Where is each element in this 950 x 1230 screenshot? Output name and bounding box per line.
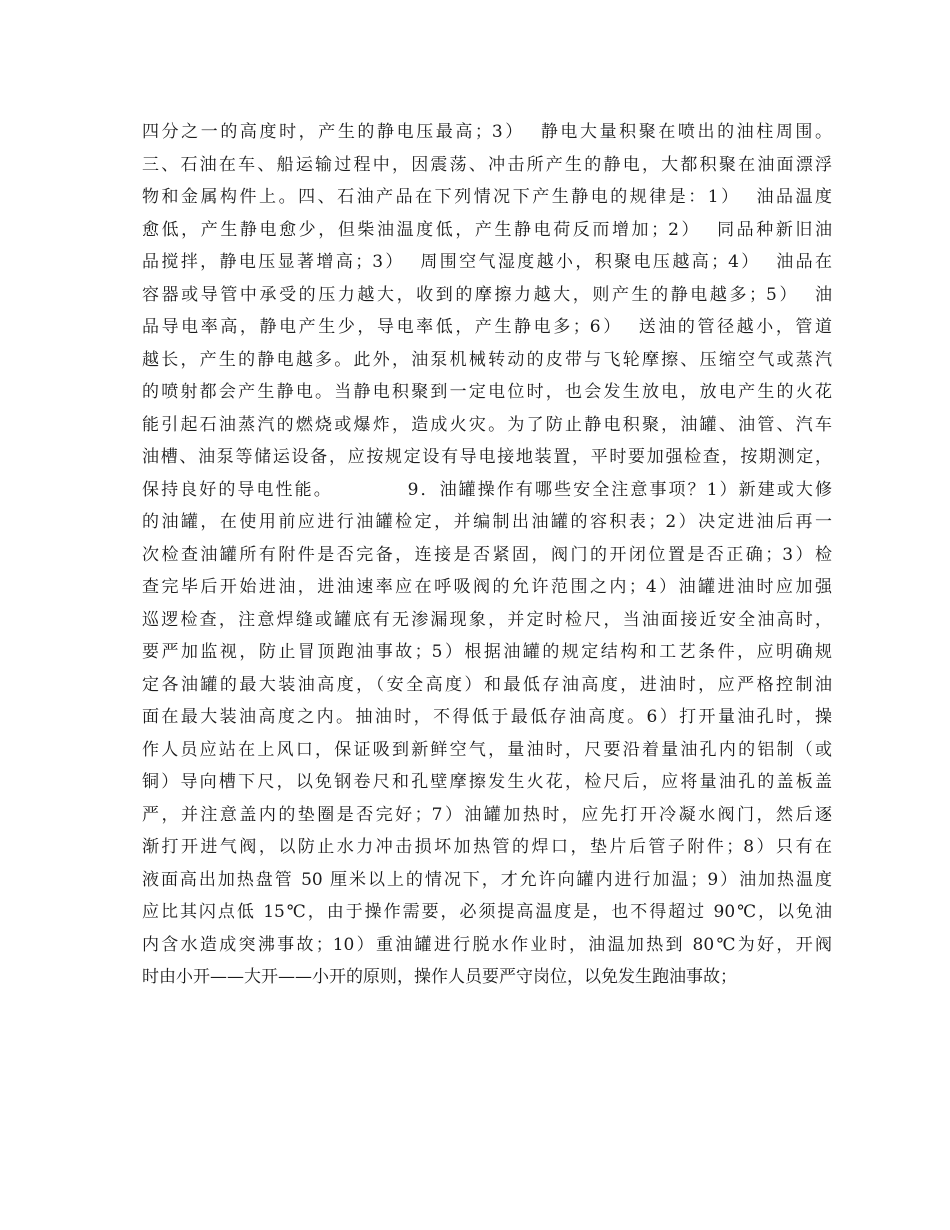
text-line: 时由小开——大开——小开的原则，操作人员要严守岗位，以免发生跑油事故；: [142, 967, 737, 987]
text-line: 三、石油在车、船运输过程中，因震荡、冲击所产生的静电，大都积聚在油面漂浮: [142, 154, 832, 175]
text-line: 查完毕后开始进油，进油速率应在呼吸阀的允许范围之内；4）油罐进油时应加强: [142, 577, 832, 597]
text-line: 油槽、油泵等储运设备，应按规定设有导电接地装置，平时要加强检查，按期测定，: [142, 447, 832, 467]
text-line: 严，并注意盖内的垫圈是否完好；7）油罐加热时，应先打开冷凝水阀门，然后逐: [142, 804, 832, 825]
text-line: 铜）导向槽下尺，以免钢卷尺和孔壁摩擦发生火花，检尺后，应将量油孔的盖板盖: [142, 772, 832, 792]
text-line: 作人员应站在上风口，保证吸到新鲜空气，量油时，尺要沿着量油孔内的铝制（或: [142, 739, 832, 760]
text-line: 愈低，产生静电愈少，但柴油温度低，产生静电荷反而增加；2） 同品种新旧油: [142, 219, 832, 240]
text-line: 物和金属构件上。四、石油产品在下列情况下产生静电的规律是：1） 油品温度: [142, 187, 832, 207]
text-line: 定各油罐的最大装油高度，（安全高度）和最低存油高度，进油时，应严格控制油: [142, 674, 832, 695]
body-text: [142, 116, 832, 994]
text-line: 渐打开进气阀，以防止水力冲击损坏加热管的焊口，垫片后管子附件；8）只有在: [142, 837, 832, 857]
text-line: 巡逻检查，注意焊缝或罐底有无渗漏现象，并定时检尺，当油面接近安全油高时，: [142, 609, 832, 630]
text-line: 越长，产生的静电越多。此外，油泵机械转动的皮带与飞轮摩擦、压缩空气或蒸汽: [142, 349, 832, 370]
text-line: 品搅拌，静电压显著增高；3） 周围空气湿度越小，积聚电压越高；4） 油品在: [142, 252, 832, 272]
text-line: 保持良好的导电性能。 9．油罐操作有哪些安全注意事项？1）新建或大修: [142, 479, 832, 500]
text-line: 次检查油罐所有附件是否完备，连接是否紧固，阀门的开闭位置是否正确；3）检: [142, 544, 832, 565]
text-line: 能引起石油蒸汽的燃烧或爆炸，造成火灾。为了防止静电积聚，油罐、油管、汽车: [142, 414, 832, 435]
text-line: 液面高出加热盘管 50 厘米以上的情况下，才允许向罐内进行加温；9）油加热温度: [142, 869, 832, 890]
text-line: 四分之一的高度时，产生的静电压最高；3） 静电大量积聚在喷出的油柱周围。: [142, 122, 832, 142]
text-line: 容器或导管中承受的压力越大，收到的摩擦力越大，则产生的静电越多；5） 油: [142, 284, 832, 305]
text-line: 品导电率高，静电产生少，导电率低，产生静电多；6） 送油的管径越小，管道: [142, 317, 832, 337]
text-line: 内含水造成突沸事故；10）重油罐进行脱水作业时，油温加热到 80℃为好，开阀: [142, 934, 832, 955]
text-line: 要严加监视，防止冒顶跑油事故；5）根据油罐的规定结构和工艺条件，应明确规: [142, 642, 832, 662]
text-line: 面在最大装油高度之内。抽油时，不得低于最低存油高度。6）打开量油孔时，操: [142, 707, 832, 727]
text-line: 的喷射都会产生静电。当静电积聚到一定电位时，也会发生放电，放电产生的火花: [142, 382, 832, 402]
text-line: 应比其闪点低 15℃，由于操作需要，必须提高温度是，也不得超过 90℃，以免油: [142, 902, 832, 922]
text-line: 的油罐，在使用前应进行油罐检定，并编制出油罐的容积表；2）决定进油后再一: [142, 512, 832, 532]
